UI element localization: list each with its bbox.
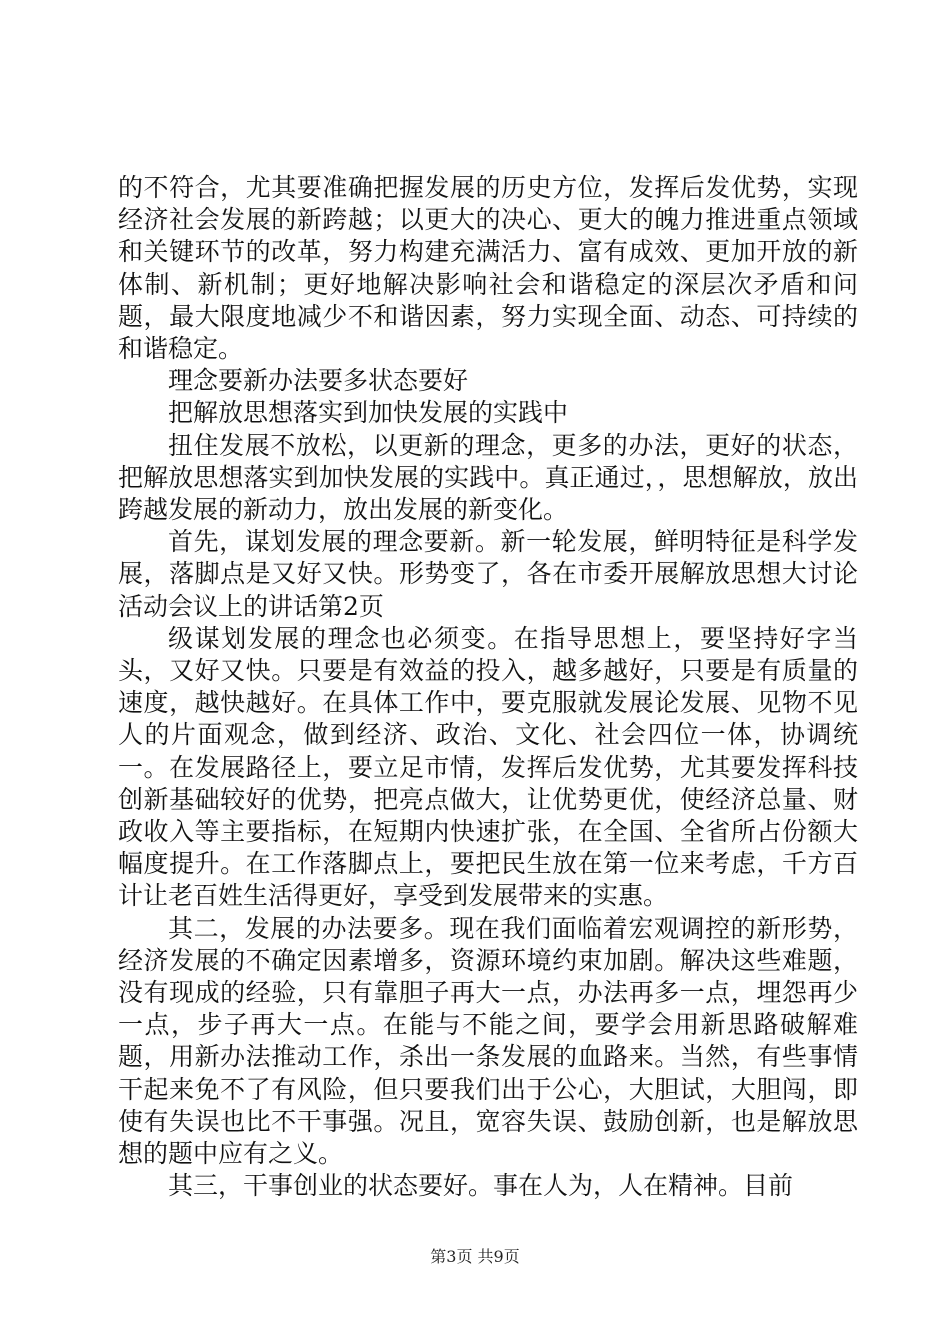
- paragraph-4: 级谋划发展的理念也必须变。在指导思想上，要坚持好字当头，又好又快。只要是有效益的投入，越多越好，只要是有质量的速度，越快越好。在具体工作中，要克服就发展论发展、见物不见人的片面观念，做到经济、政治、文化、社会四位一体，协调统一。在发展路径上，要立足市情，发挥后发优势，尤其要发挥科技创新基础较好的优势，把亮点做大，让优势更优，使经济总量、财政收入等主要指标，在短期内快速扩张，在全国、全省所占份额大幅度提升。在工作落脚点上，要把民生放在第一位来考虑，千方百计让老百姓生活得更好，享受到发展带来的实惠。: [118, 623, 858, 911]
- document-body: [118, 172, 858, 1203]
- paragraph-2: 扭住发展不放松，以更新的理念，更多的办法，更好的状态，把解放思想落实到加快发展的实践中。真正通过，，思想解放，放出跨越发展的新动力，放出发展的新变化。: [118, 430, 858, 525]
- page-number-footer: 第3页 共9页: [430, 1247, 520, 1266]
- paragraph-5: 其二，发展的办法要多。现在我们面临着宏观调控的新形势，经济发展的不确定因素增多，资源环境约束加剧。解决这些难题，没有现成的经验，只有靠胆子再大一点，办法再多一点，埋怨再少一点，步子再大一点。在能与不能之间，要学会用新思路破解难题，用新办法推动工作，杀出一条发展的血路来。当然，有些事情干起来免不了有风险，但只要我们出于公心，大胆试，大胆闯，即使有失误也比不干事强。况且，宽容失误、鼓励创新，也是解放思想的题中应有之义。: [118, 913, 858, 1169]
- paragraph-3: 首先，谋划发展的理念要新。新一轮发展，鲜明特征是科学发展，落脚点是又好又快。形势变了，各在市委开展解放思想大讨论活动会议上的讲话第2页: [118, 527, 858, 621]
- paragraph-6: 其三，干事创业的状态要好。事在人为，人在精神。目前: [168, 1171, 794, 1201]
- section-heading-1: 理念要新办法要多状态要好: [168, 366, 469, 396]
- paragraph-1: 的不符合，尤其要准确把握发展的历史方位，发挥后发优势，实现经济社会发展的新跨越；以更大的决心、更大的魄力推进重点领域和关键环节的改革，努力构建充满活力、富有成效、更加开放的新体制、新机制；更好地解决影响社会和谐稳定的深层次矛盾和问题，最大限度地减少不和谐因素，努力实现全面、动态、可持续的和谐稳定。: [118, 173, 858, 364]
- section-heading-2: 把解放思想落实到加快发展的实践中: [168, 398, 569, 428]
